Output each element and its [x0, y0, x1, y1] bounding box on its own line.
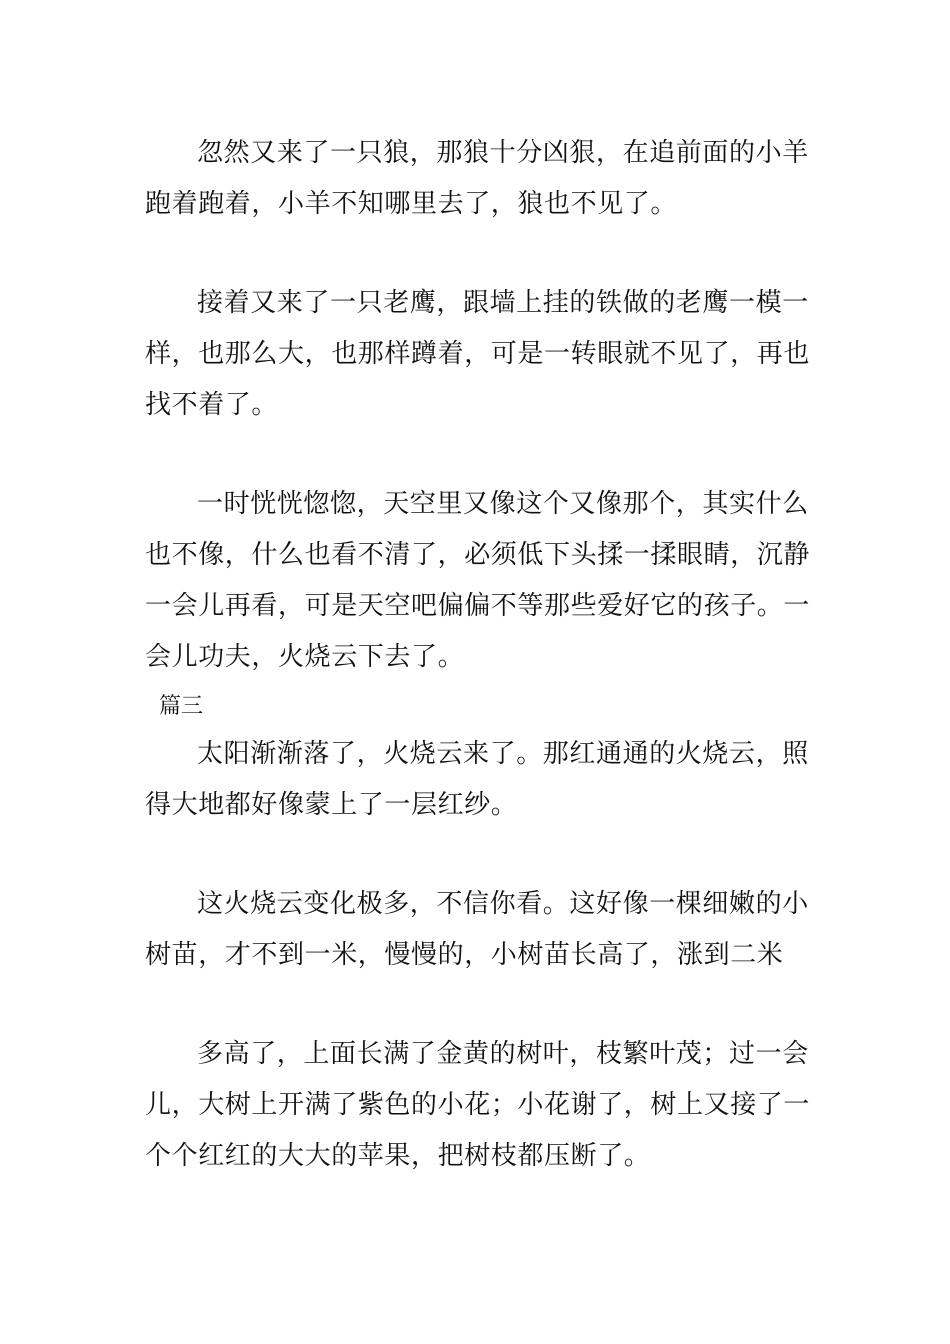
paragraph-gap [145, 230, 810, 278]
paragraph-sunset: 太阳渐渐落了，火烧云来了。那红通通的火烧云，照得大地都好像蒙上了一层红纱。 [145, 739, 809, 820]
paragraph-gap [145, 981, 810, 1029]
paragraph-wolf: 忽然又来了一只狼，那狼十分凶狠，在追前面的小羊跑着跑着，小羊不知哪里去了，狼也不见了。 [145, 138, 809, 219]
paragraph-fading-clouds: 一时恍恍惚惚，天空里又像这个又像那个，其实什么也不像，什么也看不清了，必须低下头揉一揉眼睛，沉静一会儿再看，可是天空吧偏偏不等那些爱好它的孩子。一会儿功夫，火烧云下去了。 [145, 489, 811, 672]
paragraph-gap [145, 431, 810, 479]
section-heading: 篇三 [159, 694, 204, 719]
document-page [145, 128, 810, 1182]
paragraph-big-tree: 多高了，上面长满了金黄的树叶，枝繁叶茂；过一会儿，大树上开满了紫色的小花；小花谢了，树上又接了一个个红红的大大的苹果，把树枝都压断了。 [145, 1039, 811, 1171]
paragraph-eagle: 接着又来了一只老鹰，跟墙上挂的铁做的老鹰一模一样，也那么大，也那样蹲着，可是一转眼就不见了，再也找不着了。 [145, 288, 811, 420]
paragraph-sapling: 这火烧云变化极多，不信你看。这好像一棵细嫩的小树苗，才不到一米，慢慢的，小树苗长高了，涨到二米 [145, 889, 809, 970]
paragraph-gap [145, 831, 810, 879]
